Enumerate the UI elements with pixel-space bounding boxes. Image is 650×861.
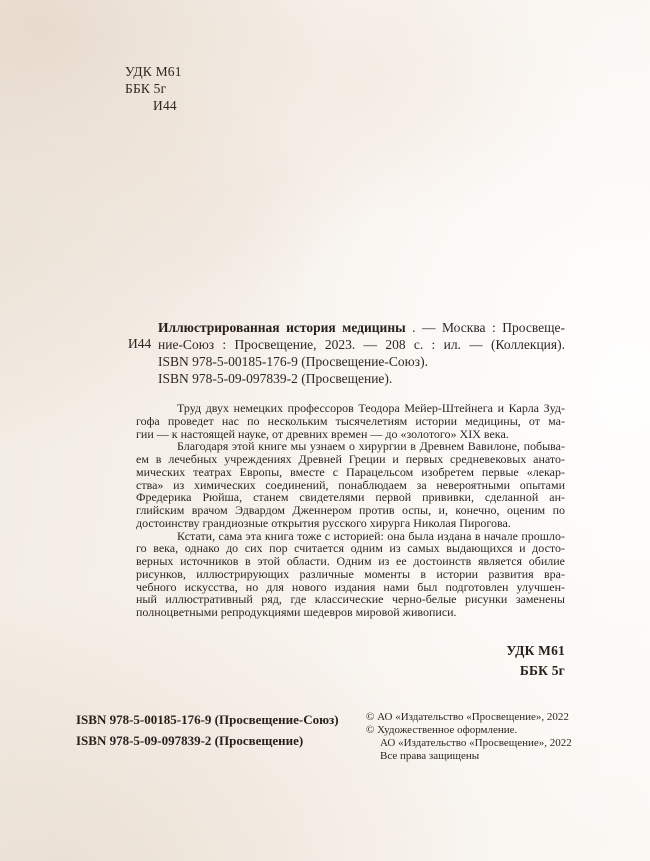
annotation-line: гии — к настоящей науке, от древних времен — до «золотого» XIX века. bbox=[136, 426, 509, 441]
annotation-line: ем в лечебных учреждениях Древней Греции и первых средневековых анато- bbox=[136, 452, 565, 466]
biblio-line bbox=[158, 319, 565, 336]
annotation-line: Фредерика Рюйша, станем свидетелями первой прививки, сделанной ан- bbox=[136, 490, 565, 505]
annotation-line: ный иллюстративный ряд, где классические черно-белые рисунки заменены bbox=[136, 592, 565, 607]
bbk-code-footer: ББК 5г bbox=[519, 663, 565, 678]
isbn-line: ISBN 978-5-09-097839-2 (Просвещение) bbox=[76, 733, 304, 748]
annotation-line: полноцветными репродукциями шедевров мировой живописи. bbox=[136, 605, 457, 619]
copyright-line: АО «Издательство «Просвещение», 2022 bbox=[380, 737, 572, 749]
isbn-block bbox=[76, 709, 339, 751]
copyright-block bbox=[366, 711, 572, 763]
author-sign-code: И44 bbox=[153, 98, 177, 113]
annotation-paragraph bbox=[136, 440, 565, 529]
annotation-line: верных источников в этой области. Одним из ее достоинств является обилие bbox=[136, 554, 565, 568]
udk-code: УДК М61 bbox=[125, 64, 182, 79]
annotation-line: Кстати, сама эта книга тоже с историей: она была издана в начале прошло- bbox=[177, 528, 565, 543]
annotation-line: мических театрах Европы, вместе с Парацельсом изобретем первые «лекар- bbox=[136, 464, 565, 479]
annotation-paragraph bbox=[136, 402, 565, 440]
header-codes bbox=[125, 63, 182, 114]
udk-code-footer: УДК М61 bbox=[506, 643, 565, 658]
annotation-line: Труд двух немецких профессоров Теодора Мейер-Штейнега и Карла Зуд- bbox=[177, 401, 565, 415]
copyright-line: Все права защищены bbox=[380, 750, 480, 762]
annotation-line: достоинству грандиозные открытия русского хирурга Николая Пирогова. bbox=[136, 515, 511, 530]
bbk-code: ББК 5г bbox=[125, 81, 167, 96]
isbn-line: ISBN 978-5-00185-176-9 (Просвещение-Союз). bbox=[158, 354, 428, 369]
isbn-line: ISBN 978-5-09-097839-2 (Просвещение). bbox=[158, 371, 393, 386]
annotation-line: чебного искусства, но для нового издания нами был подготовлен улучшен- bbox=[136, 579, 565, 594]
annotation-line: рисунков, иллюстрирующих различные моменты в истории развития вра- bbox=[136, 566, 565, 581]
annotation-line: ства» из химических соединений, понаблюдаем за невероятными опытами bbox=[136, 477, 565, 492]
biblio-imprint: . — Москва : Просвеще- bbox=[405, 320, 565, 335]
book-title: Иллюстрированная история медицины bbox=[158, 320, 406, 335]
annotation-line: го века, однако до сих пор считается одним из самых выдающихся и досто- bbox=[136, 541, 565, 556]
bibliographic-entry bbox=[158, 319, 565, 387]
author-sign-label: И44 bbox=[128, 336, 152, 351]
isbn-line: ISBN 978-5-00185-176-9 (Просвещение-Союз) bbox=[76, 712, 339, 727]
biblio-line: ние-Союз : Просвещение, 2023. — 208 с. : ил. — (Коллекция). bbox=[158, 337, 565, 352]
annotation-line: гофа проведет нас по нескольким тысячелетиям истории медицины, от ма- bbox=[136, 413, 565, 428]
annotation-paragraph bbox=[136, 530, 565, 619]
footer-codes bbox=[400, 641, 565, 681]
annotation-line: глийским врачом Эдвардом Дженнером против оспы, и, конечно, оценим по bbox=[136, 503, 565, 517]
copyright-line: © АО «Издательство «Просвещение», 2022 bbox=[366, 711, 569, 723]
annotation-line: Благодаря этой книге мы узнаем о хирургии в Древнем Вавилоне, побыва- bbox=[177, 439, 565, 454]
copyright-line: © Художественное оформление. bbox=[366, 724, 518, 736]
annotation bbox=[136, 402, 565, 619]
